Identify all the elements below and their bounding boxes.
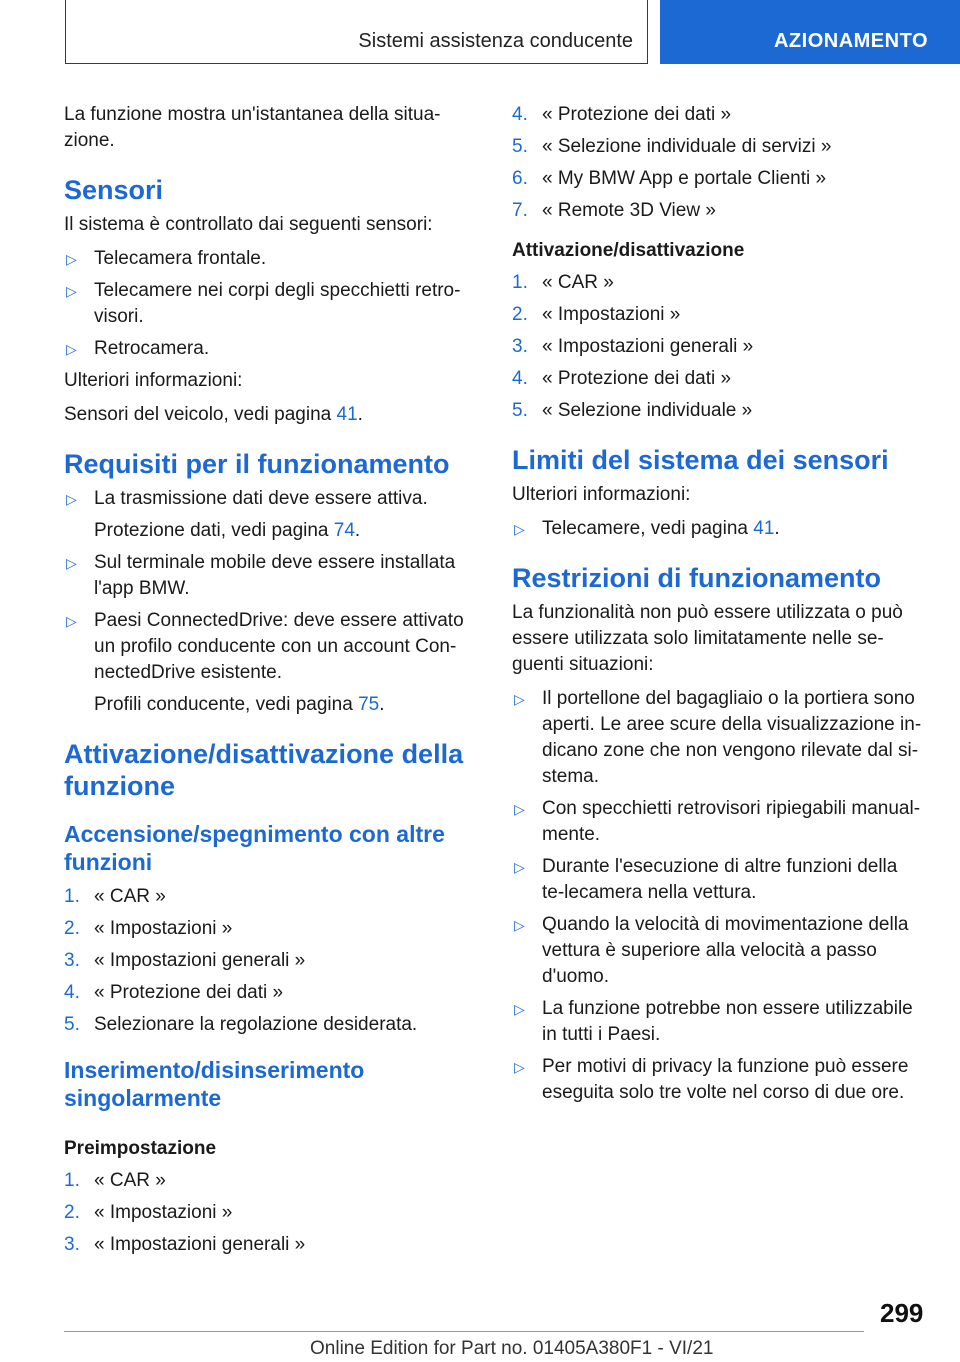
preset-steps-continued [512,102,924,224]
step-number: 5. [512,400,528,421]
list-item: 5. « Selezione individuale » [512,398,924,424]
bullet-icon: ▷ [514,691,525,707]
list-item: ▷ La trasmissione dati deve essere attiva. Protezione dati, vedi pagina 74. [64,486,472,544]
sensors-info: Ulteriori informazioni: [64,370,243,391]
preset-steps [64,1168,472,1258]
bullet-icon: ▷ [514,1001,525,1017]
sensors-ref: Sensori del veicolo, vedi pagina 41. [64,404,363,425]
list-item: ▷ Retrocamera. [64,336,472,362]
bullet-icon: ▷ [514,801,525,817]
step-number: 3. [64,1234,80,1255]
heading-accensione: Accensione/spegnimento con altre funzioni [64,821,445,875]
bullet-icon: ▷ [514,859,525,875]
list-item: 3. « Impostazioni generali » [64,948,472,974]
heading-inserimento: Inserimento/disinserimento singolarmente [64,1057,365,1111]
step-number: 5. [512,136,528,157]
intro-text: La funzione mostra un'istantanea della situa-zione. [64,104,441,151]
accensione-steps [64,884,472,1038]
step-number: 1. [64,1170,80,1191]
list-item: 5. Selezionare la regolazione desiderata. [64,1012,472,1038]
heading-restrizioni: Restrizioni di funzionamento [512,563,881,593]
step-number: 4. [512,368,528,389]
header-box [65,0,648,64]
requirements-list [64,486,472,718]
step-number: 4. [64,982,80,1003]
limits-list [512,516,924,542]
list-item: ▷ Telecamere, vedi pagina 41. [512,516,924,542]
list-item: 2. « Impostazioni » [512,302,924,328]
page-link[interactable]: 41 [336,404,358,425]
list-item: ▷ La funzione potrebbe non essere utilizzabile in tutti i Paesi. [514,998,913,1045]
bullet-icon: ▷ [66,341,77,357]
step-number: 3. [64,950,80,971]
list-item: 1. « CAR » [64,1168,472,1194]
heading-sensori: Sensori [64,175,164,205]
bullet-icon: ▷ [66,251,77,267]
step-number: 6. [512,168,528,189]
step-number: 1. [512,272,528,293]
list-item: 4. « Protezione dei dati » [512,102,924,128]
step-number: 2. [512,304,528,325]
limits-info: Ulteriori informazioni: [512,484,691,505]
page-link[interactable]: 75 [358,694,380,715]
list-item: 4. « Protezione dei dati » [64,980,472,1006]
restrictions-lead: La funzionalità non può essere utilizzata o può essere utilizzata solo limitatamente nelle se-guenti situazioni: [512,602,903,675]
left-column [64,102,472,1264]
bullet-icon: ▷ [514,521,525,537]
step-number: 5. [64,1014,80,1035]
list-item: ▷ Telecamere nei corpi degli specchietti retro-visori. [66,280,461,327]
list-item: 7. « Remote 3D View » [512,198,924,224]
sensors-lead: Il sistema è controllato dai seguenti sensori: [64,214,433,235]
right-column [512,102,924,1112]
list-item: 6. « My BMW App e portale Clienti » [512,166,924,192]
step-number: 1. [64,886,80,907]
bullet-icon: ▷ [66,613,77,629]
sub-ref: Profili conducente, vedi pagina 75. [94,694,385,715]
section-title: Sistemi assistenza conducente [358,30,633,52]
sub-ref: Protezione dati, vedi pagina 74. [94,520,361,541]
heading-requisiti: Requisiti per il funzionamento [64,449,450,479]
list-item: 1. « CAR » [64,884,472,910]
page-link[interactable]: 41 [753,518,775,539]
footer-edition: Online Edition for Part no. 01405A380F1 - VI/21 [310,1338,714,1359]
heading-limiti: Limiti del sistema dei sensori [512,445,889,475]
toggle-steps [512,270,924,424]
step-number: 2. [64,918,80,939]
bullet-icon: ▷ [66,555,77,571]
list-item: ▷ Per motivi di privacy la funzione può essere eseguita solo tre volte nel corso di due ore. [514,1056,909,1103]
step-number: 3. [512,336,528,357]
list-item: ▷ Sul terminale mobile deve essere installata l'app BMW. [66,552,456,599]
list-item: ▷ Durante l'esecuzione di altre funzioni della te-lecamera nella vettura. [514,856,898,903]
list-item: ▷ Con specchietti retrovisori ripiegabili manual-mente. [514,798,921,845]
list-item: 4. « Protezione dei dati » [512,366,924,392]
footer-divider [64,1331,864,1332]
list-item: ▷ Telecamera frontale. [64,246,472,272]
list-item: 5. « Selezione individuale di servizi » [512,134,924,160]
step-number: 4. [512,104,528,125]
list-item: ▷ Quando la velocità di movimentazione della vettura è superiore alla velocità a passo d'uomo. [514,914,909,987]
page-link[interactable]: 74 [333,520,355,541]
page-number: 299 [880,1298,924,1328]
list-item: ▷ Paesi ConnectedDrive: deve essere attivato un profilo conducente con un account Con-nectedDrive esistente. Profili conducente, vedi pagina 75. [64,608,472,718]
list-item: 3. « Impostazioni generali » [64,1232,472,1258]
restrictions-list [512,686,924,1106]
list-item: 1. « CAR » [512,270,924,296]
chapter-tab-label: AZIONAMENTO [773,30,928,52]
list-item: 3. « Impostazioni generali » [512,334,924,360]
sensors-list [64,246,472,362]
heading-attivazione: Attivazione/disattivazione della funzione [64,739,464,801]
bullet-icon: ▷ [514,1059,525,1075]
bullet-icon: ▷ [514,917,525,933]
heading-toggle: Attivazione/disattivazione [512,240,745,261]
heading-preimpostazione: Preimpostazione [64,1138,217,1159]
list-item: 2. « Impostazioni » [64,1200,472,1226]
bullet-icon: ▷ [66,283,77,299]
list-item: ▷ Il portellone del bagagliaio o la portiera sono aperti. Le aree scure della visualizzazione in-dicano zone che non vengono rilevate dal si-stema. [514,688,922,787]
list-item: 2. « Impostazioni » [64,916,472,942]
bullet-icon: ▷ [66,491,77,507]
step-number: 7. [512,200,528,221]
step-number: 2. [64,1202,80,1223]
chapter-tab[interactable] [660,0,960,64]
